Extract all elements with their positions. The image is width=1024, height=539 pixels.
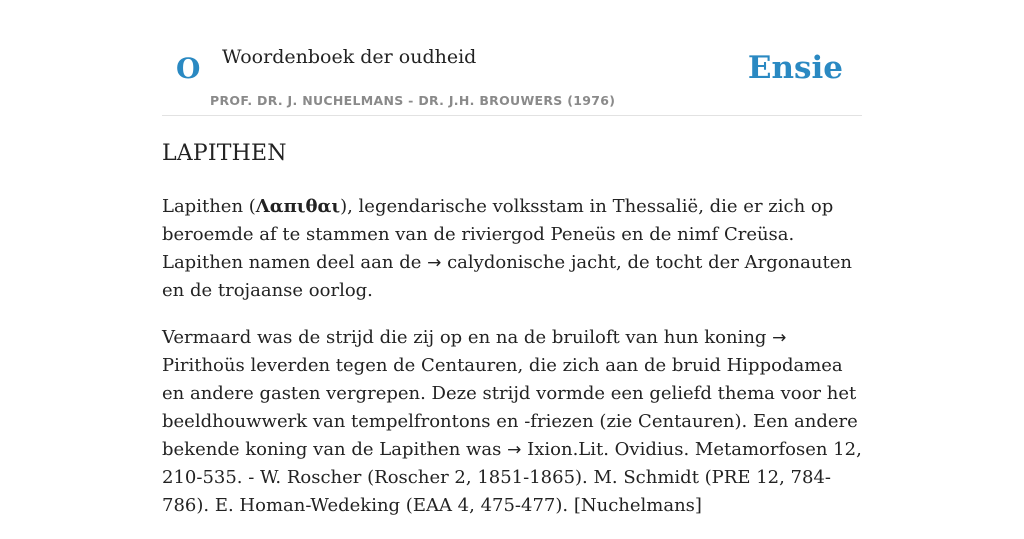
link-pirithous[interactable]: Pirithoüs bbox=[162, 355, 245, 376]
p1-text-1: Lapithen ( bbox=[162, 196, 256, 217]
ensie-logo-link[interactable]: Ensie bbox=[747, 50, 843, 86]
greek-name: Λαπιθαι bbox=[255, 196, 341, 217]
arrow-right-icon: → bbox=[507, 440, 522, 460]
p2-text-1: Vermaard was de strijd die zij op en na de bruiloft van hun koning bbox=[162, 327, 773, 348]
link-ixion[interactable]: Ixion bbox=[527, 439, 573, 460]
entry-body bbox=[162, 193, 862, 539]
p1-text-2: ), legendarische volksstam in Thessalië, die er zich op beroemde af te stammen van de riviergod Peneüs en de nimf Creüsa. Lapithen namen deel aan de bbox=[162, 196, 834, 273]
paragraph-2 bbox=[162, 324, 862, 520]
authors-line: PROF. DR. J. NUCHELMANS - DR. J.H. BROUWERS (1976) bbox=[210, 93, 616, 108]
entry-title: LAPITHEN bbox=[162, 141, 287, 166]
link-calydonische-jacht[interactable]: calydonische jacht bbox=[447, 252, 617, 273]
p1-text-3: , de tocht der Argonauten en de trojaanse oorlog. bbox=[162, 252, 852, 301]
p2-text-3: .Lit. Ovidius. Metamorfosen 12, 210-535. - W. Roscher (Roscher 2, 1851-1865). M. Schmidt (PRE 12, 784-786). E. Homan-Wedeking (EAA 4, 475-477). [Nuchelmans] bbox=[162, 439, 862, 516]
p2-text-2: leverden tegen de Centauren, die zich aan de bruid Hippodamea en andere gasten vergrepen. Deze strijd vormde een geliefd thema voor het beeldhouwwerk van tempelfrontons en -friezen (zie Centauren). Een andere bekende koning van de Lapithen was bbox=[162, 355, 858, 460]
paragraph-1 bbox=[162, 193, 862, 305]
arrow-right-icon: → bbox=[427, 253, 442, 273]
letter-index-link[interactable]: O bbox=[176, 52, 201, 85]
header bbox=[162, 38, 862, 116]
book-title-link[interactable]: Woordenboek der oudheid bbox=[222, 46, 477, 68]
arrow-right-icon: → bbox=[772, 328, 787, 348]
